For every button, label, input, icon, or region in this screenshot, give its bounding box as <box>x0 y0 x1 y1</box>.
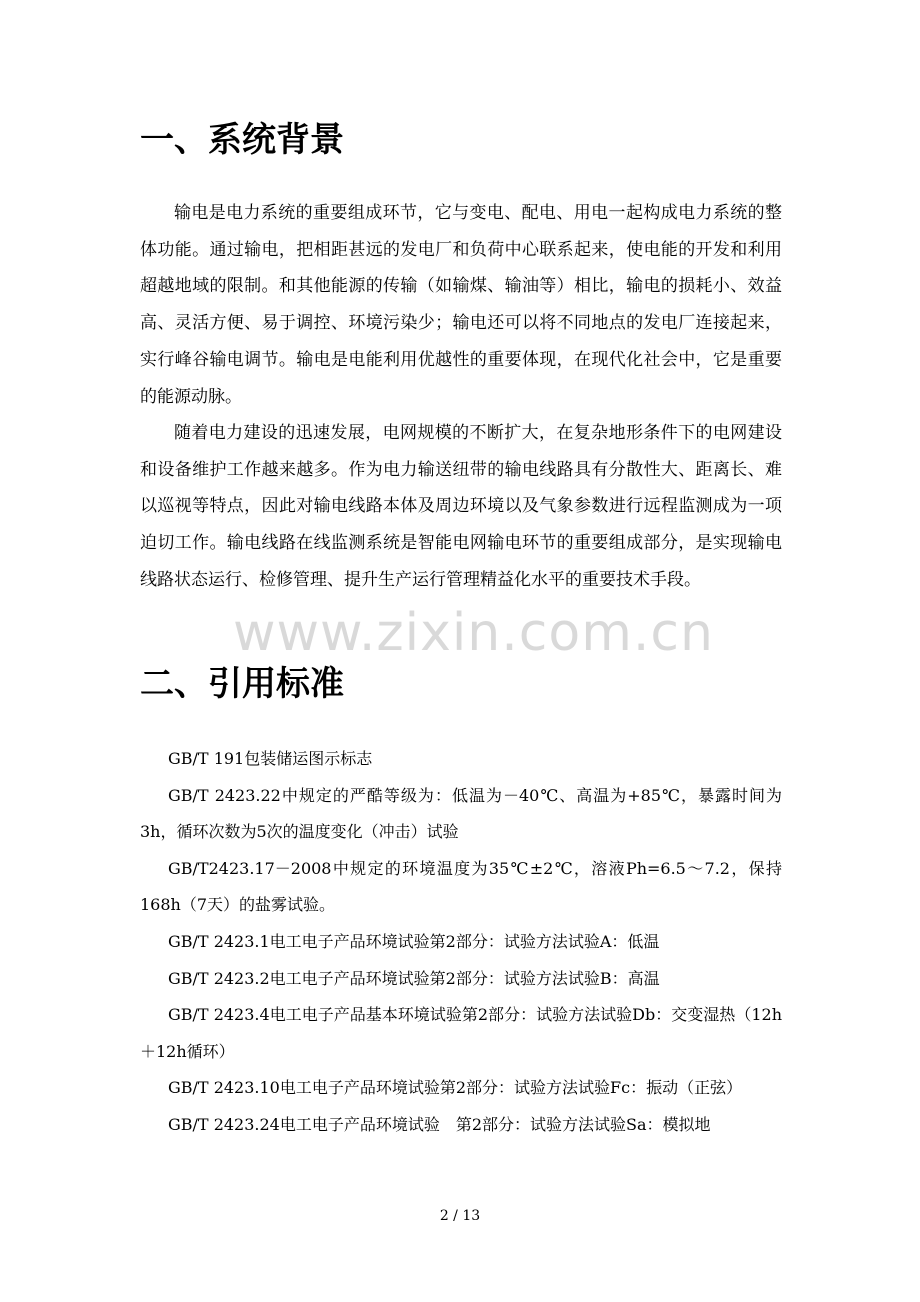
background-paragraph-1: 输电是电力系统的重要组成环节，它与变电、配电、用电一起构成电力系统的整体功能。通过输电，把相距甚远的发电厂和负荷中心联系起来，使电能的开发和利用超越地域的限制。和其他能源的传输（如输煤、输油等）相比，输电的损耗小、效益高、灵活方便、易于调控、环境污染少；输电还可以将不同地点的发电厂连接起来，实行峰谷输电调节。输电是电能利用优越性的重要体现，在现代化社会中，它是重要的能源动脉。 <box>140 203 782 407</box>
section-heading-background: 一、系统背景 <box>140 120 344 160</box>
standard-item: GB/T 2423.22中规定的严酷等级为：低温为－40℃、高温为+85℃，暴露时间为3h，循环次数为5次的温度变化（冲击）试验 <box>140 785 782 842</box>
standards-list <box>140 741 782 1144</box>
page-number: 2 / 13 <box>439 1208 481 1224</box>
section-heading-standards: 二、引用标准 <box>140 664 344 704</box>
standard-item: GB/T 2423.4电工电子产品基本环境试验第2部分：试验方法试验Db：交变湿热（12h＋12h循环） <box>140 1005 782 1061</box>
standard-item: GB/T 2423.1电工电子产品环境试验第2部分：试验方法试验A：低温 <box>168 931 660 951</box>
watermark: www.zixin.com.cn <box>233 603 714 663</box>
standard-item: GB/T2423.17－2008中规定的环境温度为35℃±2℃，溶液Ph=6.5～7.2，保持168h（7天）的盐雾试验。 <box>140 858 782 915</box>
background-paragraph-2: 随着电力建设的迅速发展，电网规模的不断扩大，在复杂地形条件下的电网建设和设备维护工作越来越多。作为电力输送纽带的输电线路具有分散性大、距离长、难以巡视等特点，因此对输电线路本体及周边环境以及气象参数进行远程监测成为一项迫切工作。输电线路在线监测系统是智能电网输电环节的重要组成部分，是实现输电线路状态运行、检修管理、提升生产运行管理精益化水平的重要技术手段。 <box>140 423 782 590</box>
standard-item: GB/T 2423.24电工电子产品环境试验 第2部分：试验方法试验Sa：模拟地 <box>168 1114 711 1134</box>
standard-item: GB/T 2423.2电工电子产品环境试验第2部分：试验方法试验B：高温 <box>168 968 660 988</box>
standard-item: GB/T 191包装储运图示标志 <box>168 749 373 768</box>
standard-item: GB/T 2423.10电工电子产品环境试验第2部分：试验方法试验Fc：振动（正弦） <box>168 1078 743 1098</box>
